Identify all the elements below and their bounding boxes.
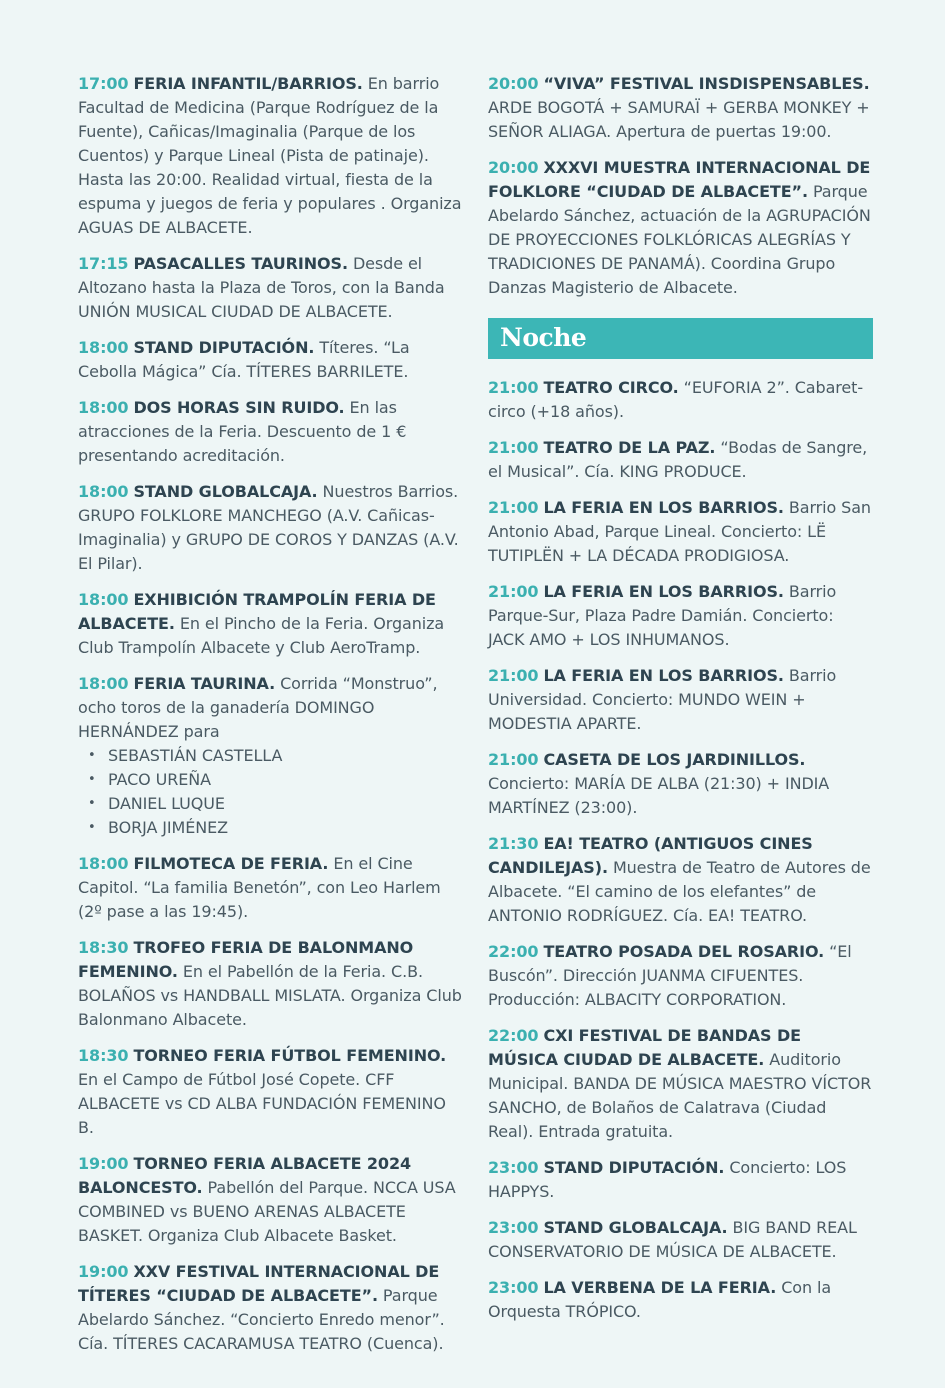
event-entry — [488, 376, 873, 424]
event-description: Auditorio Municipal. BANDA DE MÚSICA MAESTRO VÍCTOR SANCHO, de Bolaños de Calatrava (Ciudad Real). Entrada gratuita. — [488, 1050, 872, 1141]
event-entry — [78, 480, 463, 576]
event-time: 21:30 — [488, 834, 539, 853]
event-title: TORNEO FERIA FÚTBOL FEMENINO. — [133, 1046, 447, 1065]
event-title: “VIVA” FESTIVAL INSDISPENSABLES. — [543, 74, 870, 93]
list-item: • PACO UREÑA — [88, 768, 463, 792]
event-title: STAND GLOBALCAJA. — [133, 482, 318, 501]
event-description: Barrio San Antonio Abad, Parque Lineal. Concierto: LË TUTIPLËN + LA DÉCADA PRODIGIOSA. — [488, 498, 871, 565]
event-time: 18:00 — [78, 338, 129, 357]
event-title: TEATRO POSADA DEL ROSARIO. — [543, 942, 825, 961]
event-time: 21:00 — [488, 750, 539, 769]
event-description: ARDE BOGOTÁ + SAMURAÏ + GERBA MONKEY + SEÑOR ALIAGA. Apertura de puertas 19:00. — [488, 98, 870, 141]
event-title: EA! TEATRO (ANTIGUOS CINES CANDILEJAS). — [488, 834, 813, 877]
event-description: En las atracciones de la Feria. Descuento de 1 € presentando acreditación. — [78, 398, 407, 465]
event-time: 18:00 — [78, 590, 129, 609]
event-entry — [488, 496, 873, 568]
event-entry — [78, 588, 463, 660]
event-title: CXI FESTIVAL DE BANDAS DE MÚSICA CIUDAD DE ALBACETE. — [488, 1026, 801, 1069]
event-entry — [488, 748, 873, 820]
event-time: 19:00 — [78, 1154, 129, 1173]
event-time: 21:00 — [488, 438, 539, 457]
event-description: En el Pincho de la Feria. Organiza Club Trampolín Albacete y Club AeroTramp. — [78, 614, 445, 657]
event-description: “Bodas de Sangre, el Musical”. Cía. KING PRODUCE. — [488, 438, 868, 481]
event-title: FERIA TAURINA. — [133, 674, 276, 693]
event-description: En el Cine Capitol. “La familia Benetón”, con Leo Harlem (2º pase a las 19:45). — [78, 854, 441, 921]
event-time: 23:00 — [488, 1278, 539, 1297]
event-title: STAND DIPUTACIÓN. — [543, 1158, 725, 1177]
event-entry — [488, 1216, 873, 1264]
event-entry — [78, 1152, 463, 1248]
event-description: Muestra de Teatro de Autores de Albacete. “El camino de los elefantes” de ANTONIO RODRÍGUEZ. Cía. EA! TEATRO. — [488, 858, 871, 925]
event-description: “El Buscón”. Dirección JUANMA CIFUENTES. Producción: ALBACITY CORPORATION. — [488, 942, 852, 1009]
event-time: 21:00 — [488, 498, 539, 517]
event-entry — [488, 940, 873, 1012]
list-item: • DANIEL LUQUE — [88, 792, 463, 816]
event-time: 20:00 — [488, 74, 539, 93]
event-title: DOS HORAS SIN RUIDO. — [133, 398, 345, 417]
event-title: TEATRO CIRCO. — [543, 378, 679, 397]
event-title: EXHIBICIÓN TRAMPOLÍN FERIA DE ALBACETE. — [78, 590, 436, 633]
event-entry — [488, 156, 873, 300]
event-entry — [78, 72, 463, 240]
event-entry — [488, 1276, 873, 1324]
event-time: 18:00 — [78, 482, 129, 501]
event-title: LA FERIA EN LOS BARRIOS. — [543, 666, 784, 685]
bullfighter-list — [78, 744, 463, 840]
event-description: En el Pabellón de la Feria. C.B. BOLAÑOS vs HANDBALL MISLATA. Organiza Club Balonmano Albacete. — [78, 962, 462, 1029]
event-time: 21:00 — [488, 666, 539, 685]
event-title: STAND DIPUTACIÓN. — [133, 338, 315, 357]
event-title: TEATRO DE LA PAZ. — [543, 438, 716, 457]
event-description: Nuestros Barrios. GRUPO FOLKLORE MANCHEGO (A.V. Cañicas-Imaginalia) y GRUPO DE COROS Y DANZAS (A.V. El Pilar). — [78, 482, 459, 573]
event-title: LA VERBENA DE LA FERIA. — [543, 1278, 777, 1297]
event-time: 18:30 — [78, 1046, 129, 1065]
section-heading-noche: Noche — [488, 318, 873, 359]
event-entry — [78, 852, 463, 924]
event-description: Concierto: LOS HAPPYS. — [488, 1158, 847, 1201]
right-column — [488, 72, 873, 1336]
list-item: • BORJA JIMÉNEZ — [88, 816, 463, 840]
event-title: LA FERIA EN LOS BARRIOS. — [543, 498, 784, 517]
event-title: STAND GLOBALCAJA. — [543, 1218, 728, 1237]
event-time: 21:00 — [488, 378, 539, 397]
event-entry — [78, 396, 463, 468]
event-title: TORNEO FERIA ALBACETE 2024 BALONCESTO. — [78, 1154, 412, 1197]
event-entry — [78, 936, 463, 1032]
event-description: Pabellón del Parque. NCCA USA COMBINED vs BUENO ARENAS ALBACETE BASKET. Organiza Club Albacete Basket. — [78, 1178, 456, 1245]
event-entry — [78, 1044, 463, 1140]
event-time: 23:00 — [488, 1218, 539, 1237]
event-title: XXXVI MUESTRA INTERNACIONAL DE FOLKLORE “CIUDAD DE ALBACETE”. — [488, 158, 871, 201]
event-entry — [488, 1156, 873, 1204]
event-time: 19:00 — [78, 1262, 129, 1281]
list-item: • SEBASTIÁN CASTELLA — [88, 744, 463, 768]
event-title: XXV FESTIVAL INTERNACIONAL DE TÍTERES “CIUDAD DE ALBACETE”. — [78, 1262, 440, 1305]
event-title: PASACALLES TAURINOS. — [133, 254, 348, 273]
event-title: CASETA DE LOS JARDINILLOS. — [543, 750, 806, 769]
event-time: 17:00 — [78, 74, 129, 93]
event-title: LA FERIA EN LOS BARRIOS. — [543, 582, 784, 601]
event-description: BIG BAND REAL CONSERVATORIO DE MÚSICA DE ALBACETE. — [488, 1218, 857, 1261]
event-description: Con la Orquesta TRÓPICO. — [488, 1278, 832, 1321]
event-entry — [78, 336, 463, 384]
event-entry — [488, 436, 873, 484]
event-time: 21:00 — [488, 582, 539, 601]
event-description: Desde el Altozano hasta la Plaza de Toros, con la Banda UNIÓN MUSICAL CIUDAD DE ALBACETE. — [78, 254, 445, 321]
event-entry — [488, 580, 873, 652]
event-time: 18:00 — [78, 674, 129, 693]
event-description: Títeres. “La Cebolla Mágica” Cía. TÍTERES BARRILETE. — [78, 338, 410, 381]
event-time: 20:00 — [488, 158, 539, 177]
event-time: 18:30 — [78, 938, 129, 957]
event-time: 22:00 — [488, 1026, 539, 1045]
event-description: En el Campo de Fútbol José Copete. CFF ALBACETE vs CD ALBA FUNDACIÓN FEMENINO B. — [78, 1070, 446, 1137]
event-description: “EUFORIA 2”. Cabaret-circo (+18 años). — [488, 378, 863, 421]
event-entry — [488, 1024, 873, 1144]
event-entry — [78, 252, 463, 324]
event-description: Barrio Parque-Sur, Plaza Padre Damián. Concierto: JACK AMO + LOS INHUMANOS. — [488, 582, 837, 649]
event-description: Concierto: MARÍA DE ALBA (21:30) + INDIA MARTÍNEZ (23:00). — [488, 774, 830, 817]
event-entry — [78, 672, 463, 840]
event-description: En barrio Facultad de Medicina (Parque Rodríguez de la Fuente), Cañicas/Imaginalia (Parque de los Cuentos) y Parque Lineal (Pista de patinaje). Hasta las 20:00. Realidad virtual, fiesta de la espuma y juegos de feria y populares . Organiza AGUAS DE ALBACETE. — [78, 74, 462, 237]
event-description: Barrio Universidad. Concierto: MUNDO WEIN + MODESTIA APARTE. — [488, 666, 837, 733]
event-title: FILMOTECA DE FERIA. — [133, 854, 329, 873]
event-time: 18:00 — [78, 398, 129, 417]
event-time: 22:00 — [488, 942, 539, 961]
event-description: Parque Abelardo Sánchez. “Concierto Enredo menor”. Cía. TÍTERES CACARAMUSA TEATRO (Cuenca). — [78, 1286, 445, 1353]
event-entry — [488, 72, 873, 144]
left-column — [78, 72, 463, 1368]
event-time: 23:00 — [488, 1158, 539, 1177]
event-description: Corrida “Monstruo”, ocho toros de la ganadería DOMINGO HERNÁNDEZ para — [78, 674, 438, 741]
event-entry — [488, 832, 873, 928]
event-description: Parque Abelardo Sánchez, actuación de la AGRUPACIÓN DE PROYECCIONES FOLKLÓRICAS ALEGRÍAS Y TRADICIONES DE PANAMÁ). Coordina Grupo Danzas Magisterio de Albacete. — [488, 182, 871, 297]
event-time: 18:00 — [78, 854, 129, 873]
event-time: 17:15 — [78, 254, 129, 273]
event-entry — [78, 1260, 463, 1356]
event-title: FERIA INFANTIL/BARRIOS. — [133, 74, 363, 93]
event-entry — [488, 664, 873, 736]
event-title: TROFEO FERIA DE BALONMANO FEMENINO. — [78, 938, 414, 981]
